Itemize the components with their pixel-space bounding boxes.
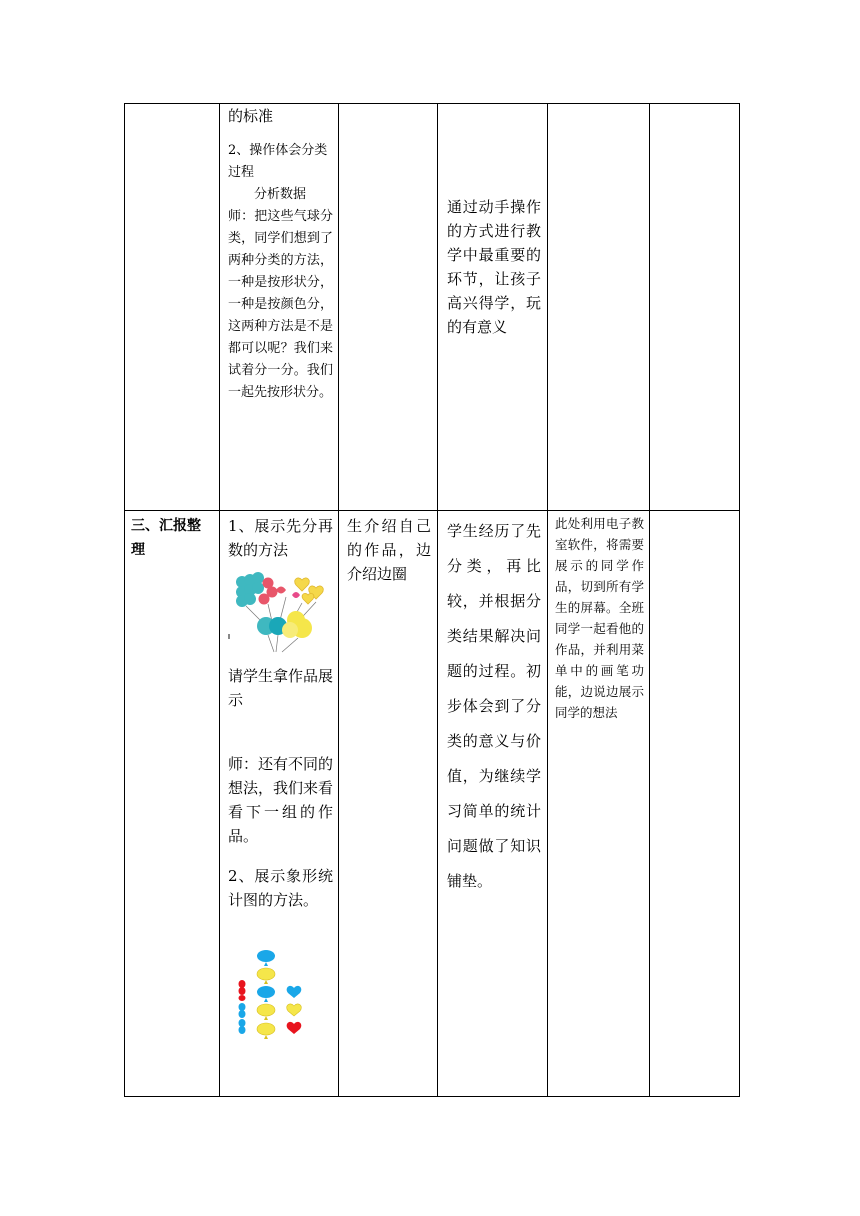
student-text: 生介绍自己的作品，边介绍边圈 — [347, 517, 431, 583]
table-row — [125, 511, 740, 1097]
student-activity-cell — [339, 511, 438, 1097]
step-title: 1、展示先分再数的方法 — [228, 517, 333, 559]
tech-text: 此处利用电子教室软件，将需要展示的同学作品，切到所有学生的屏幕。全班同学一起看他的作品，并利用菜单中的画笔功能，边说边展示同学的想法 — [555, 516, 644, 720]
tech-cell — [548, 511, 650, 1097]
cell-text: 的标准 — [228, 107, 274, 125]
stage-cell — [125, 104, 220, 511]
teacher-text: 请学生拿作品展示 — [228, 667, 334, 709]
pictograph-illustration — [234, 944, 314, 1044]
teacher-activity-cell — [220, 511, 339, 1097]
design-intent-text: 学生经历了先分类，再比较，并根据分类结果解决问题的过程。初步体会到了分类的意义与价值，为继续学习简单的统计问题做了知识铺垫。 — [447, 522, 541, 890]
tech-cell — [548, 104, 650, 511]
design-intent-cell — [438, 104, 548, 511]
teacher-activity-cell — [220, 104, 339, 511]
notes-cell — [650, 104, 740, 511]
sub-heading: 分析数据 — [254, 187, 307, 202]
stage-title: 三、汇报整理 — [131, 518, 201, 558]
student-activity-cell — [339, 104, 438, 511]
table-row — [125, 104, 740, 511]
teacher-text: 师：还有不同的想法，我们来看看下一组的作品。 — [228, 755, 334, 845]
notes-cell — [650, 511, 740, 1097]
teacher-text: 师：把这些气球分类，同学们想到了两种分类的方法，一种是按形状分，一种是按颜色分，这两种方法是不是都可以呢？我们来试着分一分。我们一起先按形状分。 — [228, 209, 333, 400]
step-title: 2、展示象形统计图的方法。 — [228, 867, 333, 909]
design-intent-cell — [438, 511, 548, 1097]
design-intent-text: 通过动手操作的方式进行教学中最重要的环节，让孩子高兴得学，玩的有意义 — [447, 198, 541, 336]
stage-cell — [125, 511, 220, 1097]
balloons-illustration — [228, 568, 332, 654]
step-title: 2、操作体会分类过程 — [228, 143, 328, 180]
lesson-plan-table — [124, 103, 740, 1097]
